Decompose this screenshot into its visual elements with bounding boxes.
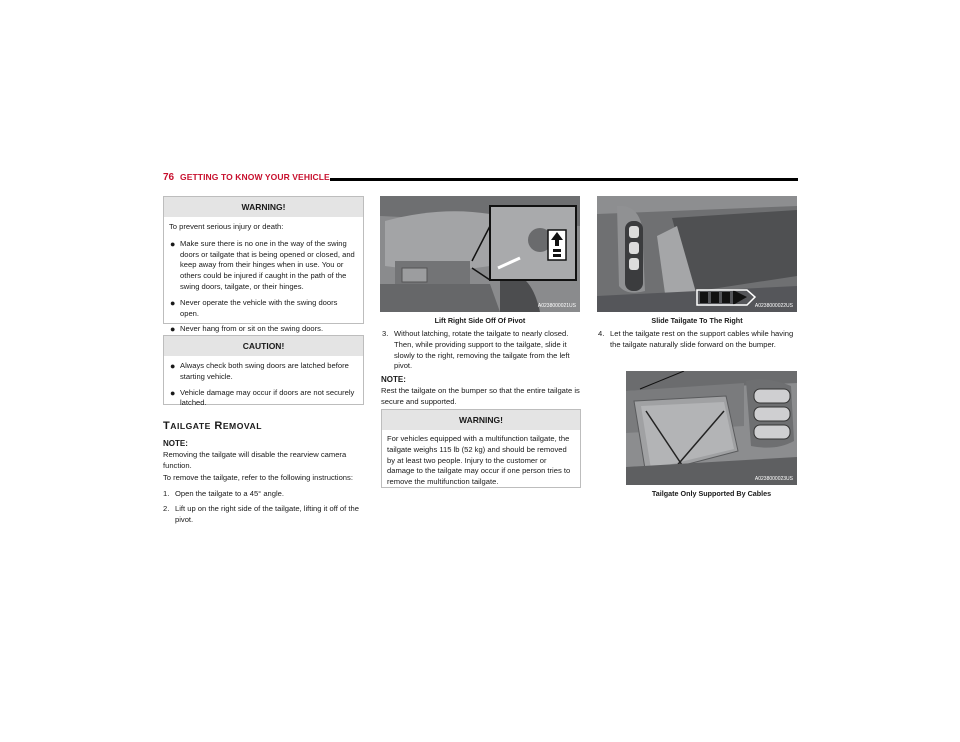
tailgate-cable-illustration [626, 371, 797, 485]
page-number: 76 [163, 172, 175, 183]
step-item [598, 329, 798, 351]
figure-caption: Slide Tailgate To The Right [651, 316, 743, 325]
step-number: 1. [163, 489, 170, 498]
warning-intro: To prevent serious injury or death: [169, 222, 284, 231]
bullet-icon: ● [170, 387, 176, 398]
warning-bullet-text: Never hang from or sit on the swing doors. [180, 324, 324, 334]
step-number: 4. [598, 329, 605, 338]
figure-caption: Lift Right Side Off Of Pivot [434, 316, 526, 325]
section-header-title: GETTING TO KNOW YOUR VEHICLE [180, 172, 330, 182]
warning-bullet [169, 298, 358, 320]
figure-code: A0238000022US [754, 303, 793, 309]
step-text: Open the tailgate to a 45° angle. [175, 489, 285, 498]
step-item [382, 329, 582, 372]
warning-text: For vehicles equipped with a multifunction tailgate, the tailgate weighs 115 lb (52 kg) and should be removed by at least two people. Injury to the customer or damage to the tailgate may occur if one person tries to remove the multifunction tailgate. [387, 434, 571, 487]
warning-bullet-text: Make sure there is no one in the way of the swing doors or tailgate that is being opened or closed, and keep away from their hinges when in use. You or others could be injured if caught in the path of the swing doors, tailgate, or their hinges. [180, 238, 355, 291]
step-number: 2. [163, 504, 170, 513]
figure-lift-right-side [380, 196, 580, 312]
warning-bullet [169, 239, 358, 293]
note-text: Rest the tailgate on the bumper so that the entire tailgate is secure and supported. [381, 385, 580, 406]
note-text: Removing the tailgate will disable the rearview camera function. [163, 449, 347, 470]
warning-bullet [169, 324, 358, 335]
figure-tailgate-cables [626, 371, 797, 485]
note-block [381, 375, 583, 407]
step-text: Lift up on the right side of the tailgate, lifting it off of the pivot. [175, 504, 359, 524]
warning-title: WARNING! [382, 410, 580, 430]
caution-box [163, 335, 364, 408]
step-text: Without latching, rotate the tailgate to nearly closed. Then, while providing support to the tailgate, slide it slowly to the right, removing the tailgate from the left pivot. [394, 329, 570, 371]
header-rule [330, 178, 798, 181]
figure-code: A0238000023US [754, 476, 793, 482]
note-label: NOTE: [381, 375, 406, 384]
bullet-icon: ● [170, 324, 176, 335]
step-item [163, 504, 365, 526]
warning-title: WARNING! [164, 197, 363, 217]
figure-slide-tailgate [597, 196, 797, 312]
caution-title: CAUTION! [164, 336, 363, 356]
caution-bullet-text: Always check both swing doors are latched before starting vehicle. [180, 361, 349, 381]
caution-bullet-text: Vehicle damage may occur if doors are not securely latched. [180, 387, 355, 408]
step-number: 3. [382, 329, 389, 338]
step-item [163, 489, 365, 500]
warning-box [163, 196, 364, 335]
section-heading: TAILGATE REMOVAL [163, 420, 262, 432]
figure-code: A0238000021US [537, 303, 576, 309]
tailgate-pivot-illustration [380, 196, 580, 312]
step-text: Let the tailgate rest on the support cables while having the tailgate naturally slide forward on the bumper. [610, 329, 794, 349]
tailgate-slide-illustration [597, 196, 797, 312]
caution-bullet [169, 388, 358, 410]
figure-caption: Tailgate Only Supported By Cables [651, 489, 772, 498]
caution-bullet [169, 361, 358, 383]
intro-text: To remove the tailgate, refer to the following instructions: [163, 473, 353, 482]
warning-box [381, 409, 581, 488]
warning-bullet-text: Never operate the vehicle with the swing doors open. [180, 297, 338, 318]
bullet-icon: ● [170, 361, 176, 371]
bullet-icon: ● [170, 297, 176, 308]
note-block [163, 439, 365, 471]
bullet-icon: ● [170, 238, 176, 249]
note-label: NOTE: [163, 439, 188, 448]
